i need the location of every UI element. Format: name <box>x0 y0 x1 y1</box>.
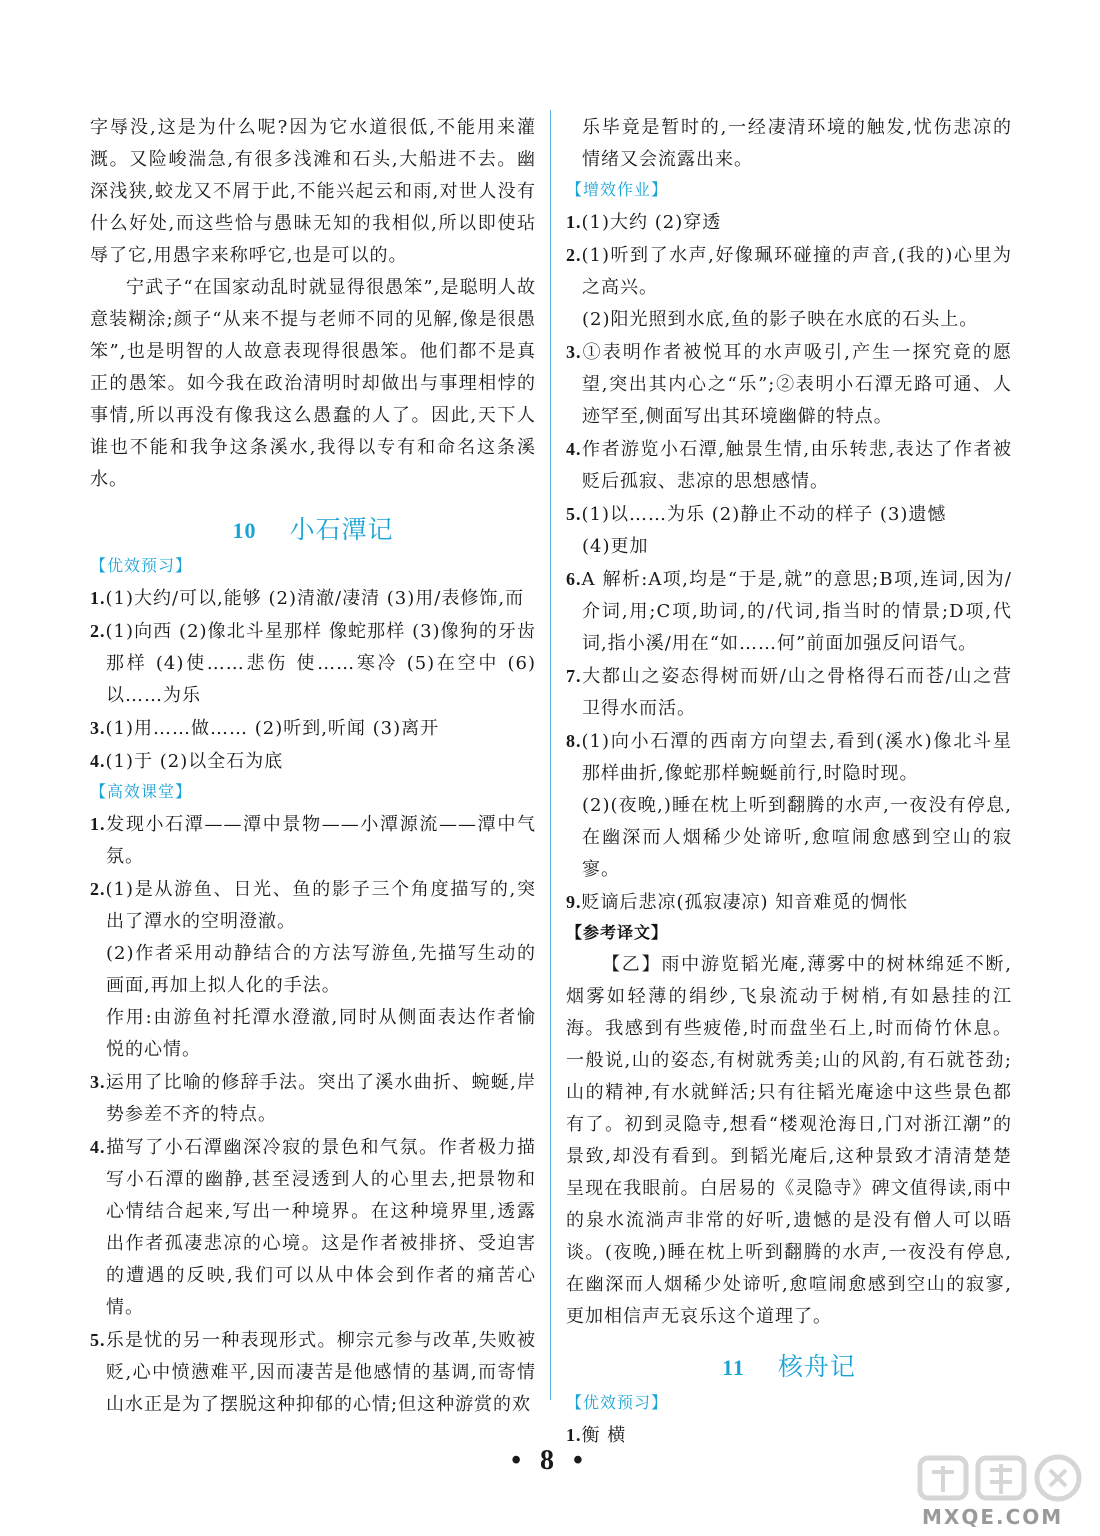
left-column <box>90 112 536 1421</box>
list-item <box>90 938 536 1002</box>
section-title-text: 核舟记 <box>777 1352 856 1381</box>
list-item <box>90 1002 536 1066</box>
item-number: 2. <box>90 879 106 899</box>
class-list <box>90 808 536 1421</box>
item-number: 1. <box>90 814 106 834</box>
item-number: 9. <box>566 892 582 912</box>
continued-paragraph: 乐毕竟是暂时的,一经凄清环境的触发,忧伤悲凉的情绪又会流露出来。 <box>582 117 1012 170</box>
intro-paragraph: 字辱没,这是为什么呢?因为它水道很低,不能用来灌溉。又险峻湍急,有很多浅滩和石头,大船进不去。幽深浅狭,蛟龙又不屑于此,不能兴起云和雨,对世人没有什么好处,而这些恰与愚昧无知的我相似,所以即使玷辱了它,用愚字来称呼它,也是可以的。 <box>90 117 536 266</box>
item-text: 乐是忧的另一种表现形式。柳宗元参与改革,失败被贬,心中愤懑难平,因而凄苦是他感情的基调,而寄情山水正是为了摆脱这种抑郁的心情;但这种游赏的欢 <box>105 1330 536 1415</box>
item-number: 3. <box>90 718 106 738</box>
item-text: 发现小石潭——潭中景物——小潭源流——潭中气氛。 <box>105 814 536 867</box>
section-number: 10 <box>232 518 257 543</box>
item-text: 作者游览小石潭,触景生情,由乐转悲,表达了作者被贬后孤寂、悲凉的思想感情。 <box>581 439 1012 492</box>
item-text: (1)听到了水声,好像珮环碰撞的声音,(我的)心里为之高兴。 <box>581 245 1012 298</box>
item-number: 5. <box>90 1330 106 1350</box>
paragraph-2: 宁武子“在国家动乱时就显得很愚笨”,是聪明人故意装糊涂;颜子“从来不提与老师不同的见解,像是很愚笨”,也是明智的人故意表现得很愚笨。他们都不是真正的愚笨。如今我在政治清明时却做出与事理相悖的事情,所以再没有像我这么愚蠢的人了。因此,天下人谁也不能和我争这条溪水,我得以专有和命名这条溪水。 <box>90 277 536 490</box>
item-number: 2. <box>90 621 106 641</box>
item-number: 1. <box>566 1425 582 1445</box>
item-text: (2)(夜晚,)睡在枕上听到翻腾的水声,一夜没有停息,在幽深而人烟稀少处谛听,愈喧闹愈感到空山的寂寥。 <box>582 795 1012 880</box>
item-number: 7. <box>566 666 582 686</box>
list-item <box>90 1324 536 1421</box>
item-number: 1. <box>90 588 106 608</box>
list-item <box>90 745 536 778</box>
list-item <box>90 873 536 938</box>
list-item <box>566 790 1012 886</box>
section-title-11 <box>566 1347 1012 1383</box>
list-item <box>566 336 1012 433</box>
item-text: (2)阳光照到水底,鱼的影子映在水底的石头上。 <box>582 309 979 330</box>
tag-preview: 【优效预习】 <box>90 556 193 575</box>
page-number: • 8 • <box>511 1445 589 1476</box>
item-text: 衡 横 <box>581 1425 627 1446</box>
section-number: 11 <box>722 1355 745 1380</box>
item-text: 贬谪后悲凉(孤寂凄凉) 知音难觅的惆怅 <box>581 892 909 913</box>
item-number: 2. <box>566 245 582 265</box>
column-divider <box>550 110 551 1400</box>
tag-homework: 【增效作业】 <box>566 180 669 199</box>
section-title-text: 小石潭记 <box>289 515 394 544</box>
translation-text: 雨中游览韬光庵,薄雾中的树林绵延不断,烟雾如轻薄的绢纱,飞泉流动于树梢,有如悬挂的江海。我感到有些疲倦,时而盘坐石上,时而倚竹休息。一般说,山的姿态,有树就秀美;山的风韵,有石就苍劲;山的精神,有水就鲜活;只有往韬光庵途中这些景色都有了。初到灵隐寺,想看“楼观沧海日,门对浙江潮”的景致,却没有看到。到韬光庵后,这种景致才清清楚楚呈现在我眼前。白居易的《灵隐寺》碑文值得读,雨中的泉水流淌声非常的好听,遗憾的是没有僧人可以晤谈。(夜晚,)睡在枕上听到翻腾的水声,一夜没有停息,在幽深而人烟稀少处谛听,愈喧闹愈感到空山的寂寥,更加相信声无哀乐这个道理了。 <box>566 954 1012 1327</box>
item-number: 4. <box>90 751 106 771</box>
homework-list <box>566 206 1012 919</box>
list-item <box>566 563 1012 660</box>
list-item <box>566 725 1012 790</box>
list-item <box>90 582 536 615</box>
preview-list <box>90 582 536 778</box>
list-item <box>566 660 1012 725</box>
list-item <box>90 808 536 873</box>
item-number: 3. <box>566 342 582 362</box>
list-item <box>90 1131 536 1324</box>
item-number: 5. <box>566 504 582 524</box>
item-text: (1)大约 (2)穿透 <box>581 212 722 233</box>
item-text: (1)于 (2)以全石为底 <box>105 751 284 772</box>
translation-paragraph <box>566 949 1012 1333</box>
list-item <box>566 531 1012 563</box>
list-item <box>90 1066 536 1131</box>
item-text: 描写了小石潭幽深冷寂的景色和气氛。作者极力描写小石潭的幽静,甚至浸透到人的心里去,把景物和心情结合起来,写出一种境界。在这种境界里,透露出作者孤凄悲凉的心境。这是作者被排挤、受迫害的遭遇的反映,我们可以从中体会到作者的痛苦心情。 <box>105 1137 536 1318</box>
item-number: 6. <box>566 569 582 589</box>
item-text: ①表明作者被悦耳的水声吸引,产生一探究竟的愿望,突出其内心之“乐”;②表明小石潭无路可通、人迹罕至,侧面写出其环境幽僻的特点。 <box>581 342 1012 427</box>
list-item <box>566 433 1012 498</box>
tag-translation: 【参考译文】 <box>566 923 669 942</box>
item-text: (2)作者采用动静结合的方法写游鱼,先描写生动的画面,再加上拟人化的手法。 <box>106 943 536 996</box>
watermark-text: MXQE.COM <box>922 1505 1064 1529</box>
list-item <box>566 304 1012 336</box>
section-title-10 <box>90 510 536 546</box>
item-text: 大都山之姿态得树而妍/山之骨格得石而苍/山之营卫得水而活。 <box>581 666 1012 719</box>
item-text: (1)以……为乐 (2)静止不动的样子 (3)遗憾 <box>581 504 947 525</box>
right-column <box>566 112 1012 1452</box>
item-text: (1)向西 (2)像北斗星那样 像蛇那样 (3)像狗的牙齿那样 (4)使……悲伤 使……寒冷 (5)在空中 (6)以……为乐 <box>105 621 536 706</box>
list-item <box>566 206 1012 239</box>
list-item <box>566 498 1012 531</box>
item-number: 3. <box>90 1072 106 1092</box>
item-text: (4)更加 <box>582 536 649 557</box>
list-item <box>566 886 1012 919</box>
item-text: 运用了比喻的修辞手法。突出了溪水曲折、蜿蜒,岸势参差不齐的特点。 <box>105 1072 536 1125</box>
item-number: 4. <box>90 1137 106 1157</box>
list-item <box>90 615 536 712</box>
item-text: 作用:由游鱼衬托潭水澄澈,同时从侧面表达作者愉悦的心情。 <box>106 1007 536 1060</box>
item-number: 4. <box>566 439 582 459</box>
list-item <box>90 712 536 745</box>
tag-preview: 【优效预习】 <box>566 1393 669 1412</box>
item-text: (1)向小石潭的西南方向望去,看到(溪水)像北斗星那样曲折,像蛇那样蜿蜒前行,时隐时现。 <box>581 731 1012 784</box>
item-text: A 解析:A项,均是“于是,就”的意思;B项,连词,因为/介词,用;C项,助词,的/代词,指当时的情景;D项,代词,指小溪/用在“如……何”前面加强反问语气。 <box>581 569 1012 654</box>
translation-label: 【乙】 <box>602 954 662 975</box>
tag-class: 【高效课堂】 <box>90 782 193 801</box>
item-text: (1)用……做…… (2)听到,听闻 (3)离开 <box>105 718 440 739</box>
item-text: (1)大约/可以,能够 (2)清澈/凄清 (3)用/表修饰,而 <box>105 588 525 609</box>
item-number: 8. <box>566 731 582 751</box>
item-number: 1. <box>566 212 582 232</box>
list-item <box>566 239 1012 304</box>
item-text: (1)是从游鱼、日光、鱼的影子三个角度描写的,突出了潭水的空明澄澈。 <box>105 879 536 932</box>
